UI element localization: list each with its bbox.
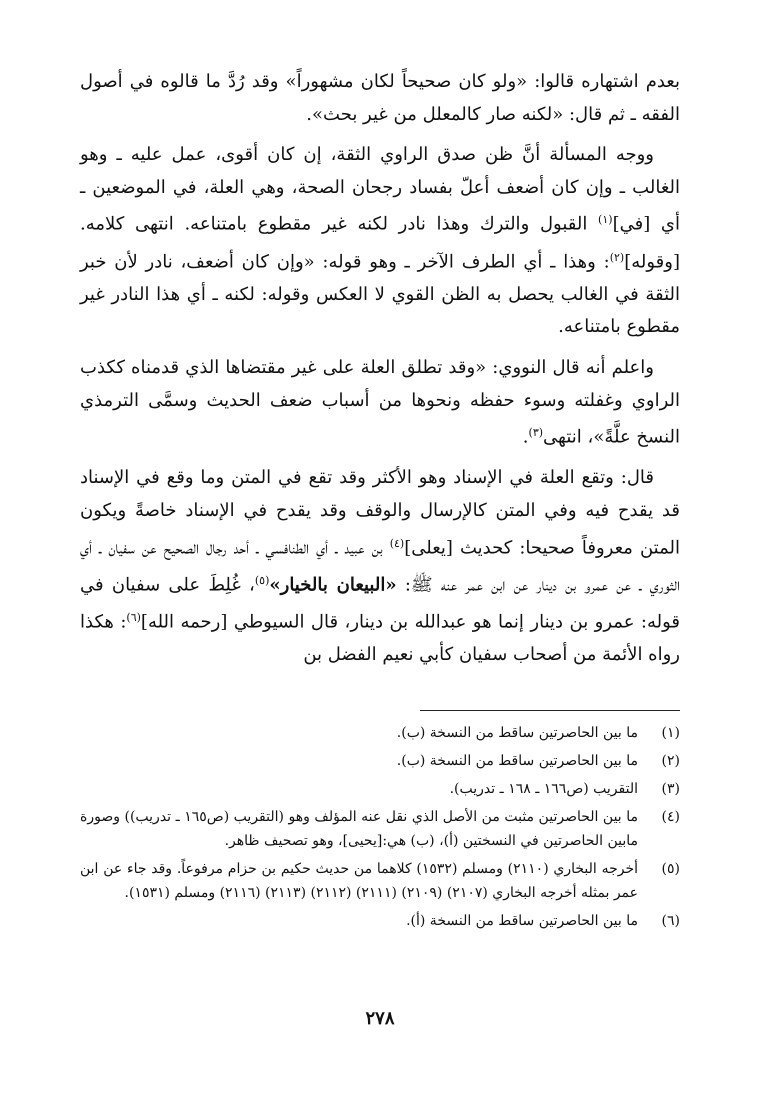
footnote-ref-3[interactable]: (٣) bbox=[528, 426, 544, 440]
paragraph-2-part-c: : وهذا ـ أي الطرف الآخر ـ وهو قوله: «وإن كان أضعف، نادر لأن خبر الثقة في الغالب يحصل به الظن القوي لا العكس وقوله: لكنه ـ أي هذا النادر غير مقطوع بامتناعه. bbox=[80, 251, 680, 338]
footnote-ref-5[interactable]: (٥) bbox=[254, 573, 270, 587]
footnote-text: أخرجه البخاري (٢١١٠) ومسلم (١٥٣٢) كلاهما من حديث حكيم بن حزام مرفوعاً. وقد جاء عن ابن عمر بمثله أخرجه البخاري (٢١٠٧) (٢١٠٩) (٢١١١) (٢١١٢) (٢١١٣) (٢١١٦) ومسلم (١٥٣١). bbox=[80, 860, 639, 901]
footnote-item bbox=[80, 805, 680, 853]
footnote-number: (١) bbox=[661, 724, 680, 741]
footnote-item bbox=[80, 777, 680, 801]
footnote-text: ما بين الحاصرتين ساقط من النسخة (أ). bbox=[406, 912, 638, 929]
paragraph-2 bbox=[80, 139, 680, 344]
footnote-item bbox=[80, 749, 680, 773]
paragraph-3 bbox=[80, 352, 680, 454]
paragraph-4-part-a: قال: وتقع العلة في الإسناد وهو الأكثر وقد تقع في المتن وما وقع في الإسناد قد يقدح فيه وفي المتن كالإرسال والوقف وقد يقدح في الإسناد خاصةً ويكون المتن معروفاً صحيحا: كحديث [يعلى] bbox=[80, 467, 680, 559]
footnote-number: (٢) bbox=[661, 752, 680, 769]
paragraph-4-part-c: ، غُلِطَ على سفيان في قوله: عمرو بن دينار إنما هو عبدالله بن دينار، قال السيوطي [رحمه الله] bbox=[80, 574, 680, 633]
footnote-item bbox=[80, 909, 680, 933]
paragraph-4-part-d: : هكذا رواه الأئمة من أصحاب سفيان كأبي نعيم الفضل بن bbox=[80, 611, 680, 666]
footnote-ref-1[interactable]: (١) bbox=[598, 213, 613, 227]
hadith-quote: «البيعان بالخيار» bbox=[269, 574, 397, 596]
paragraph-4 bbox=[80, 462, 680, 671]
footnote-item bbox=[80, 857, 680, 905]
footnote-text: ما بين الحاصرتين ساقط من النسخة (ب). bbox=[396, 724, 638, 741]
main-text bbox=[80, 66, 680, 672]
paragraph-2-part-a: ووجه المسألة أنَّ ظن صدق الراوي الثقة، إن كان أقوى، عمل عليه ـ وهو الغالب ـ وإن كان أضعف أعلّ بفساد رجحان الصحة، وهي العلة، في الموضعين ـ أي [في] bbox=[80, 144, 680, 235]
footnote-text: ما بين الحاصرتين ساقط من النسخة (ب). bbox=[396, 752, 638, 769]
paragraph-3-part-b: . bbox=[522, 426, 529, 448]
footnote-number: (٥) bbox=[661, 860, 680, 877]
paragraph-2-part-b: القبول والترك وهذا نادر لكنه غير مقطوع بامتناعه. انتهى كلامه. [وقوله] bbox=[80, 213, 680, 273]
footnote-text: ما بين الحاصرتين مثبت من الأصل الذي نقل عنه المؤلف وهو (التقريب (ص١٦٥ ـ تدريب)) وصورة مابين الحاصرتين في النسختين (أ)، (ب) هي:[يحيى]، وهو تصحيف ظاهر. bbox=[80, 808, 638, 849]
footnote-number: (٤) bbox=[661, 808, 680, 825]
footnote-item bbox=[80, 721, 680, 745]
paragraph-1: بعدم اشتهاره قالوا: «ولو كان صحيحاً لكان مشهوراً» وقد رُدَّ ما قالوه في أصول الفقه ـ ثم قال: «لكنه صار كالمعلل من غير بحث». bbox=[80, 71, 680, 125]
page-number: ٢٧٨ bbox=[365, 1008, 395, 1029]
footnote-divider bbox=[420, 710, 680, 711]
paragraph-4-part-b: بن عبيد ـ أي الطنافسي ـ أحد رجال الصحيح عن سفيان ـ أي الثوري ـ عن عمرو بن دينار عن ابن عمر عنه ﷺ: bbox=[80, 537, 680, 596]
paragraph-3-part-a: واعلم أنه قال النووي: «وقد تطلق العلة على غير مقتضاها الذي قدمناه ككذب الراوي وغفلته وسوء حفظه ونحوها من أسباب ضعف الحديث وسمَّى الترمذي النسخ علَّةً»، انتهى bbox=[80, 356, 680, 448]
footnote-text: التقريب (ص١٦٦ ـ ١٦٨ ـ تدريب). bbox=[449, 780, 638, 797]
footnote-number: (٣) bbox=[661, 780, 680, 797]
footnote-ref-4[interactable]: (٤) bbox=[389, 536, 405, 550]
footnotes bbox=[80, 721, 680, 933]
footnote-number: (٦) bbox=[661, 912, 680, 929]
footnote-ref-2[interactable]: (٢) bbox=[609, 250, 625, 264]
footnote-ref-6[interactable]: (٦) bbox=[126, 610, 141, 624]
